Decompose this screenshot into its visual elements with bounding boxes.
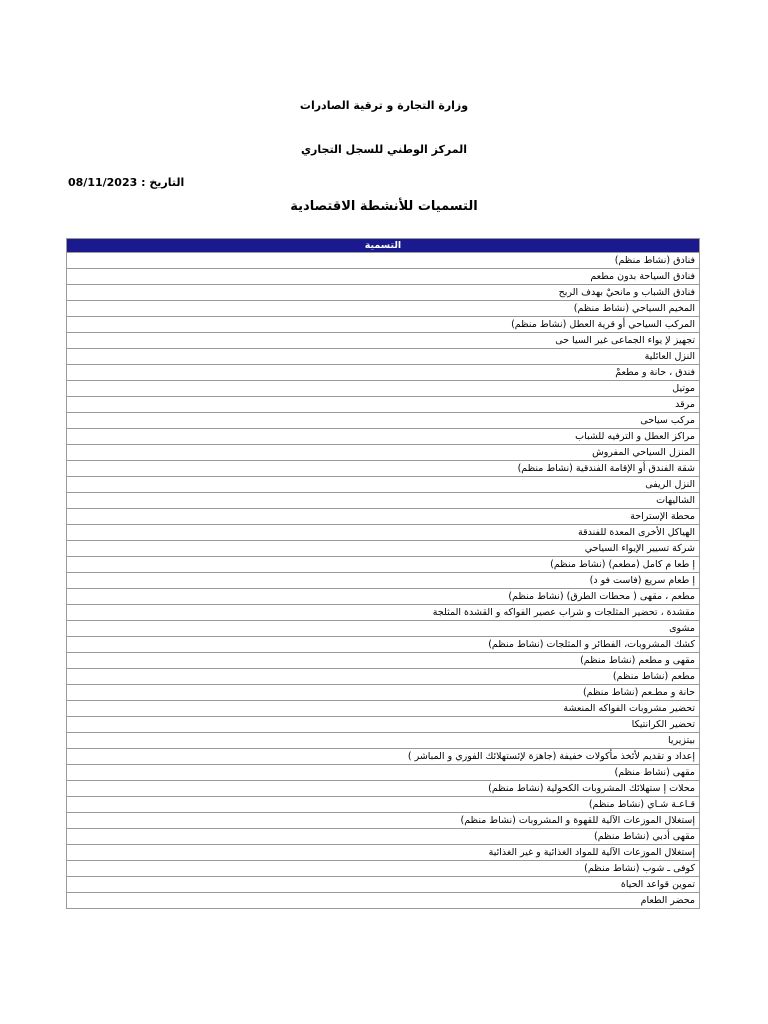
table-row (67, 541, 700, 557)
activity-name-cell: موتيل (67, 381, 700, 397)
table-row (67, 701, 700, 717)
table-row (67, 861, 700, 877)
table-row (67, 445, 700, 461)
table-header-cell: التسمية (67, 239, 700, 253)
activity-name-cell: المخيم السياحي (نشاط منظم) (67, 301, 700, 317)
activity-name-cell: الهياكل الأخرى المعدة للفندقة (67, 525, 700, 541)
table-row (67, 781, 700, 797)
page-title: التسميات للأنشطة الاقتصادية (290, 199, 478, 214)
activity-name-cell: مركب سياحى (67, 413, 700, 429)
table-row (67, 413, 700, 429)
table-row (67, 349, 700, 365)
table-row (67, 653, 700, 669)
table-row (67, 429, 700, 445)
activity-name-cell: حانة و مطـعم (نشاط منظم) (67, 685, 700, 701)
table-row (67, 685, 700, 701)
activity-name-cell: تجهيز لإ يواء الجماعى غير السيا حى (67, 333, 700, 349)
activity-name-cell: محضر الطعام (67, 893, 700, 909)
activity-name-cell: مشوى (67, 621, 700, 637)
table-row (67, 365, 700, 381)
table-row (67, 285, 700, 301)
table-row (67, 733, 700, 749)
activity-name-cell: فنادق السياحة بدون مطعم (67, 269, 700, 285)
activity-name-cell: مراكز العطل و الترفيه للشباب (67, 429, 700, 445)
activity-name-cell: المنزل السياحي المفروش (67, 445, 700, 461)
activity-name-cell: تحضير الكرانتيكا (67, 717, 700, 733)
activity-name-cell: النزل العائلية (67, 349, 700, 365)
activity-name-cell: إ طعا م كامل (مطعم) (نشاط منظم) (67, 557, 700, 573)
table-row (67, 845, 700, 861)
activities-table (66, 238, 700, 909)
activity-name-cell: إستغلال الموزعات الآلية للمواد الغذائية و غير الغذائية (67, 845, 700, 861)
table-row (67, 317, 700, 333)
activity-name-cell: فنادق الشباب و مانحيْ بهدف الربح (67, 285, 700, 301)
activity-name-cell: النزل الريفى (67, 477, 700, 493)
table-row (67, 493, 700, 509)
table-row (67, 669, 700, 685)
activity-name-cell: محلات إ ستهلائك المشروبات الكحولية (نشاط منظم) (67, 781, 700, 797)
date-value: 08/11/2023 (68, 176, 138, 189)
activity-name-cell: الشاليهات (67, 493, 700, 509)
activity-name-cell: فندق ، حانة و مطعمْ (67, 365, 700, 381)
activity-name-cell: مقهى و مطعم (نشاط منظم) (67, 653, 700, 669)
table-row (67, 333, 700, 349)
ministry-title: وزارة التجارة و ترقية الصادرات (299, 99, 469, 112)
activity-name-cell: شقة الفندق أو الإقامة الفندقية (نشاط منظم) (67, 461, 700, 477)
activity-name-cell: كوفى ـ شوب (نشاط منظم) (67, 861, 700, 877)
activity-name-cell: بيتزيريا (67, 733, 700, 749)
table-row (67, 605, 700, 621)
table-row (67, 717, 700, 733)
table-row (67, 621, 700, 637)
activity-name-cell: مقهى أدبي (نشاط منظم) (67, 829, 700, 845)
activity-name-cell: إ طعام سريع (فاست فو د) (67, 573, 700, 589)
table-row (67, 829, 700, 845)
date-line (68, 176, 184, 189)
table-row (67, 637, 700, 653)
table-row (67, 269, 700, 285)
table-row (67, 765, 700, 781)
table-row (67, 557, 700, 573)
table-row (67, 381, 700, 397)
activity-name-cell: المركب السياحي أو قرية العطل (نشاط منظم) (67, 317, 700, 333)
table-row (67, 477, 700, 493)
table-row (67, 461, 700, 477)
activity-name-cell: إستغلال الموزعات الآلية للقهوة و المشروبات (نشاط منظم) (67, 813, 700, 829)
activity-name-cell: شركة تسيير الإيواء السياحي (67, 541, 700, 557)
activity-name-cell: مقهى (نشاط منظم) (67, 765, 700, 781)
activity-name-cell: محطة الإستراحة (67, 509, 700, 525)
table-row (67, 509, 700, 525)
activity-name-cell: مطعم (نشاط منظم) (67, 669, 700, 685)
table-row (67, 877, 700, 893)
activity-name-cell: مطعم ، مقهى ( محطات الطرق) (نشاط منظم) (67, 589, 700, 605)
activity-name-cell: مقشدة ، تحضير المثلجات و شراب عصير الفواكه و القشدة المثلجة (67, 605, 700, 621)
table-row (67, 749, 700, 765)
table-row (67, 893, 700, 909)
table-row (67, 525, 700, 541)
activity-name-cell: قـاعـة شـاي (نشاط منظم) (67, 797, 700, 813)
table-row (67, 589, 700, 605)
table-body (67, 253, 700, 909)
table-row (67, 397, 700, 413)
table-row (67, 301, 700, 317)
activity-name-cell: كشك المشروبات، الفطائر و المثلجات (نشاط منظم) (67, 637, 700, 653)
table-row (67, 797, 700, 813)
table-header-row (67, 239, 700, 253)
table-row (67, 253, 700, 269)
activities-table-container (66, 238, 700, 909)
activity-name-cell: تموين قواعد الحياة (67, 877, 700, 893)
table-row (67, 813, 700, 829)
activity-name-cell: تحضير مشروبات الفواكه المنعشة (67, 701, 700, 717)
registry-center-title: المركز الوطني للسجل التجاري (300, 143, 468, 156)
date-label: التاريخ : (141, 176, 185, 189)
activity-name-cell: مرقد (67, 397, 700, 413)
activity-name-cell: فنادق (نشاط منظم) (67, 253, 700, 269)
table-row (67, 573, 700, 589)
activity-name-cell: إعداد و تقديم لأئخذ مأكولات خفيفة (جاهزة لإئستهلائك الفوري و المباشر ) (67, 749, 700, 765)
